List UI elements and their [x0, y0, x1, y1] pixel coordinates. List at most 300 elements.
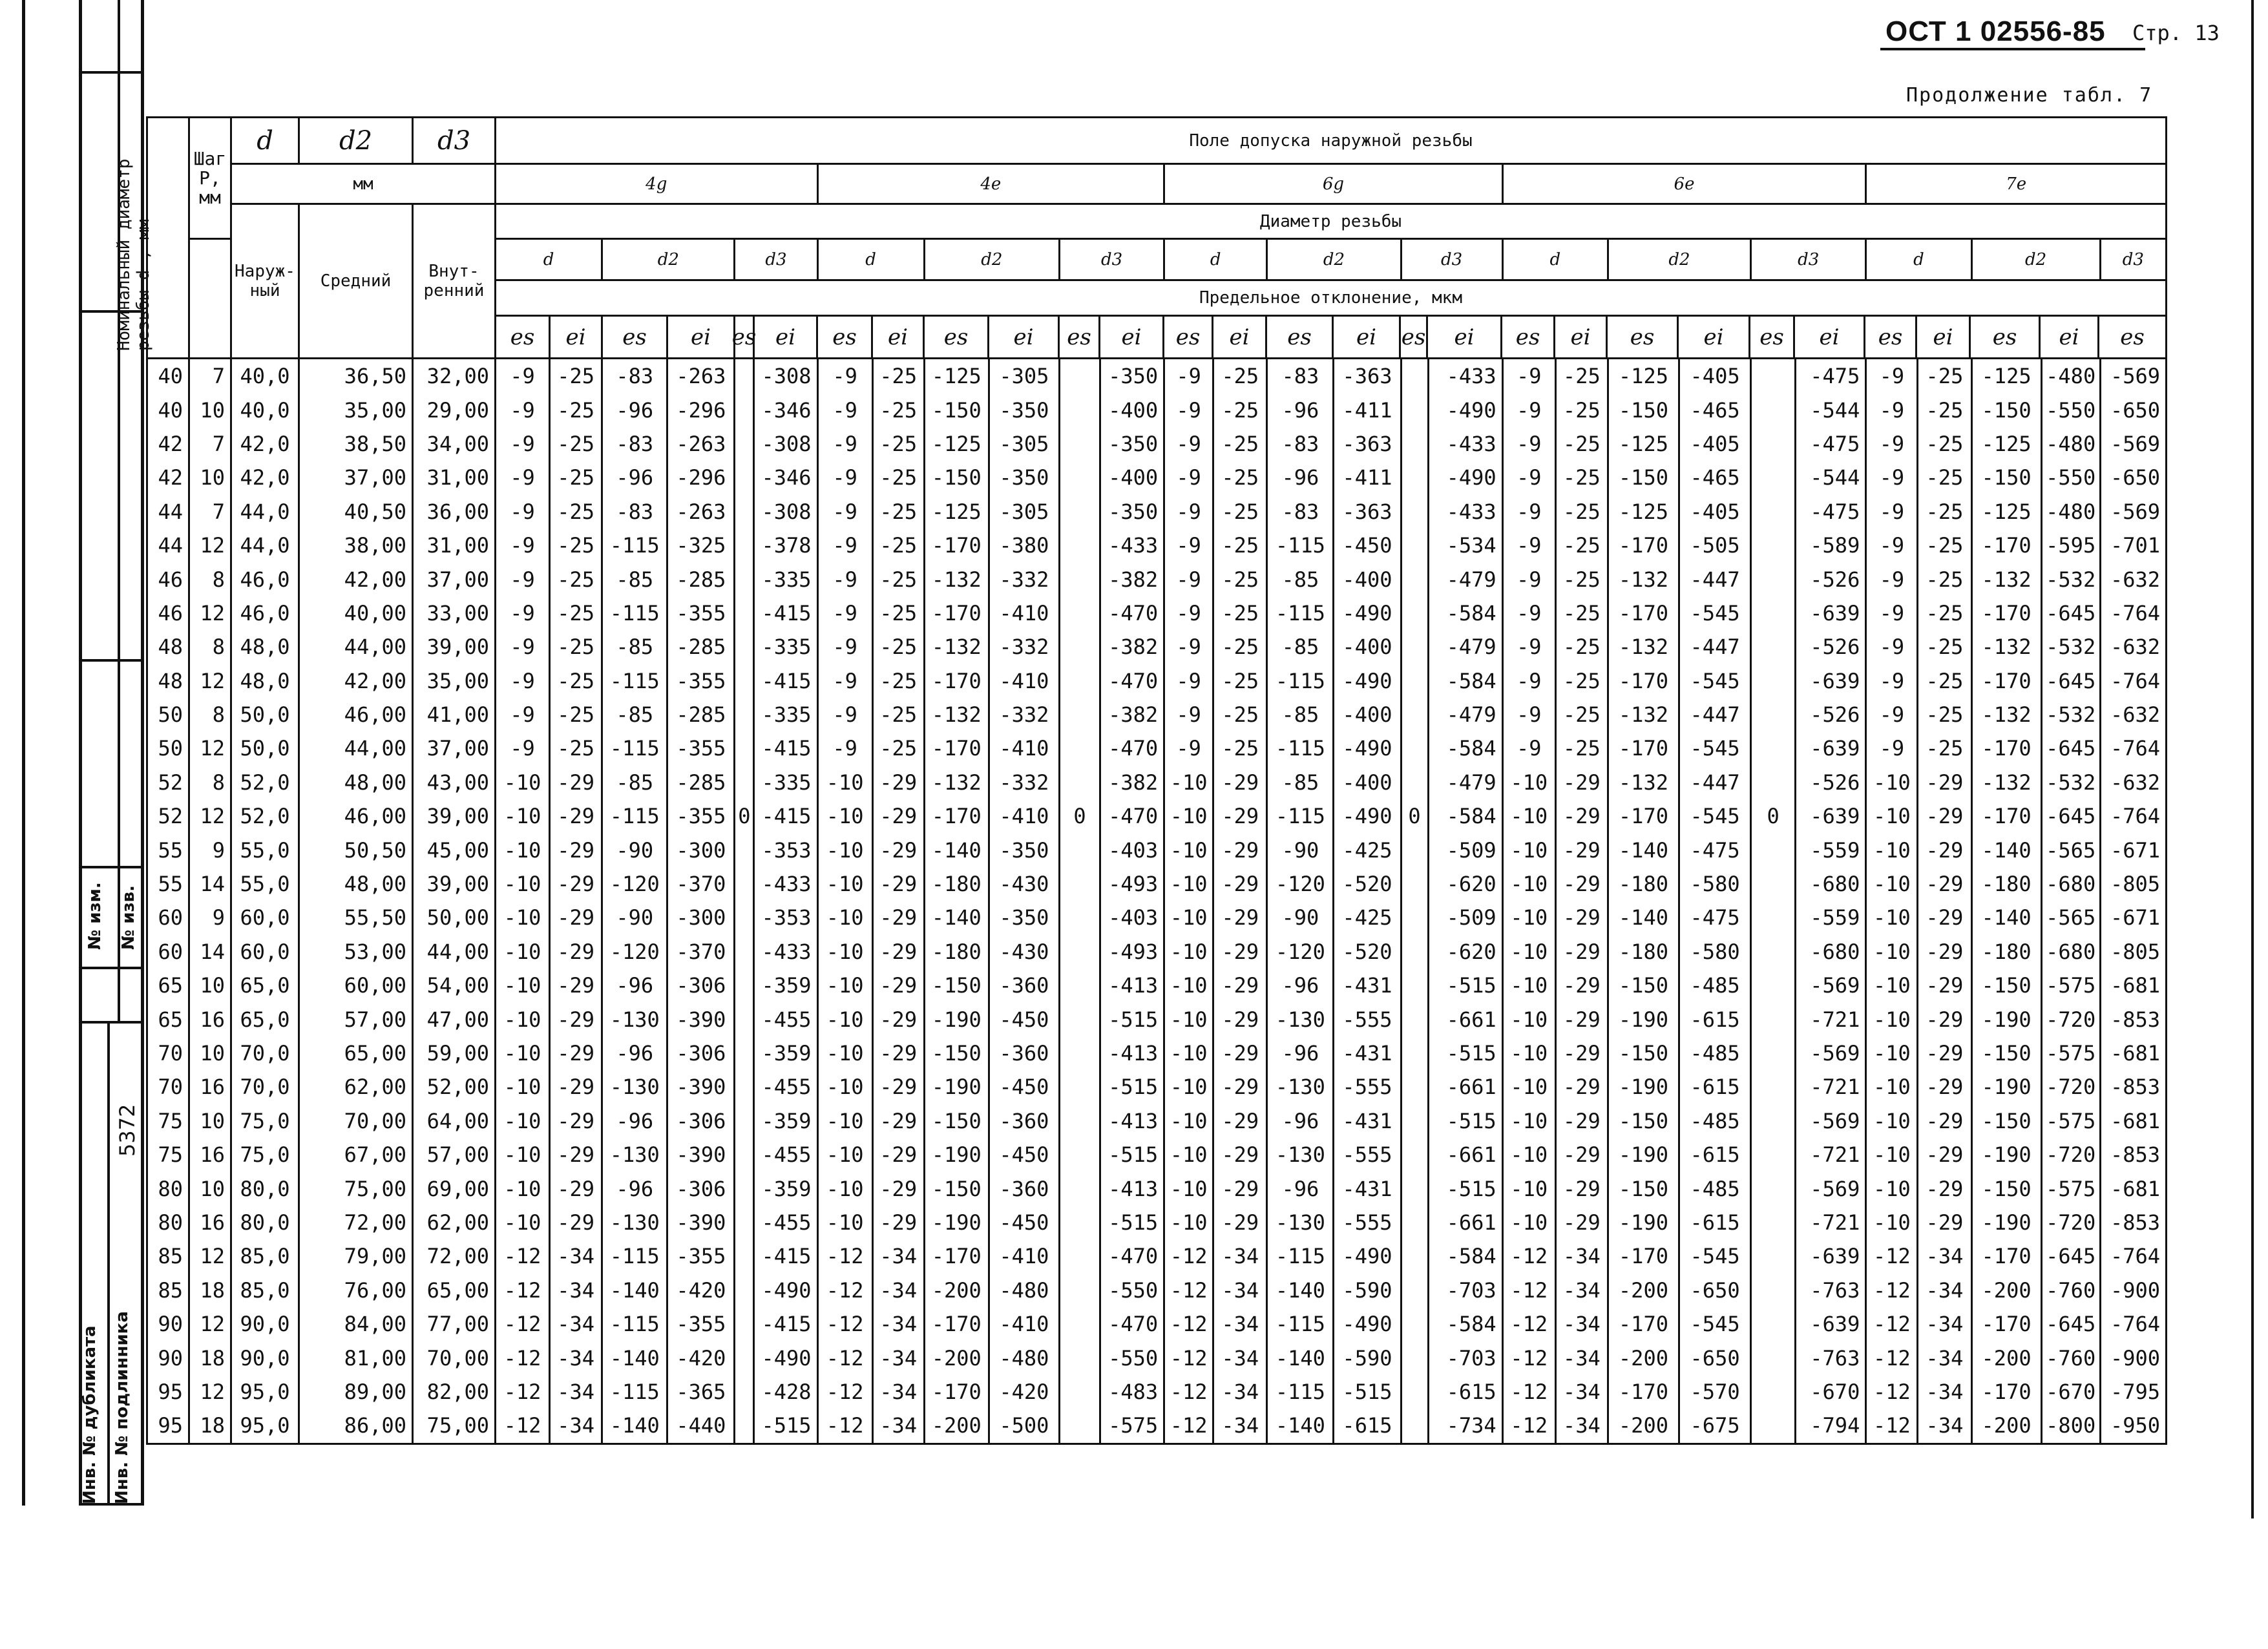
table-cell: 39,00 — [413, 799, 496, 833]
table-row — [147, 1307, 2167, 1341]
table-cell: -130 — [1267, 1002, 1334, 1036]
table-cell: -335 — [754, 766, 817, 799]
es-d3-cell — [1059, 867, 1100, 901]
table-cell: 40 — [147, 393, 189, 426]
table-cell: -9 — [1866, 393, 1918, 426]
table-cell: -34 — [1918, 1307, 1971, 1341]
ei-label: ei — [1428, 317, 1502, 357]
es-d3-cell — [1059, 935, 1100, 969]
table-cell: 70 — [147, 1070, 189, 1104]
table-cell: -29 — [1918, 1002, 1971, 1036]
table-cell: -10 — [1866, 799, 1918, 833]
table-cell: -681 — [2100, 1104, 2166, 1138]
table-cell: -308 — [754, 427, 817, 461]
table-cell: -10 — [1164, 1036, 1213, 1070]
table-cell: 40,0 — [231, 359, 299, 394]
table-cell: -296 — [667, 393, 735, 426]
table-cell: -132 — [1608, 766, 1679, 799]
table-cell: -9 — [1502, 596, 1555, 630]
table-cell: 48 — [147, 630, 189, 664]
table-cell: -355 — [667, 799, 735, 833]
table-cell: -675 — [1679, 1409, 1751, 1444]
table-row — [147, 529, 2167, 562]
es-d3-cell — [1751, 901, 1796, 934]
table-cell: -29 — [1555, 833, 1608, 867]
e4-d: d — [817, 239, 924, 280]
table-cell: -425 — [1334, 833, 1401, 867]
table-cell: -200 — [1971, 1409, 2041, 1444]
table-row — [147, 901, 2167, 934]
inventory-number: 5372 — [115, 1104, 140, 1157]
table-cell: 95,0 — [231, 1375, 299, 1409]
table-cell: -580 — [1679, 935, 1751, 969]
pitch-header-lower — [189, 239, 231, 359]
table-cell: -29 — [1555, 799, 1608, 833]
table-cell: -12 — [1866, 1341, 1918, 1374]
table-cell: -420 — [667, 1274, 735, 1307]
table-cell: 33,00 — [413, 596, 496, 630]
table-cell: -433 — [754, 935, 817, 969]
table-cell: -346 — [754, 393, 817, 426]
table-cell: -450 — [989, 1070, 1059, 1104]
es-d3-cell — [1059, 596, 1100, 630]
table-cell: -431 — [1334, 1036, 1401, 1070]
table-row — [147, 833, 2167, 867]
table-cell: -9 — [1164, 461, 1213, 494]
table-cell: -9 — [817, 461, 872, 494]
table-cell: 70,00 — [413, 1341, 496, 1374]
es-d3-cell — [1751, 1307, 1796, 1341]
table-cell: -450 — [1334, 529, 1401, 562]
table-cell: -29 — [1213, 867, 1267, 901]
table-cell: 55 — [147, 867, 189, 901]
table-cell: -29 — [1918, 1104, 1971, 1138]
table-cell: -170 — [1971, 731, 2041, 765]
table-cell: -180 — [1971, 935, 2041, 969]
table-cell: -12 — [1164, 1239, 1213, 1273]
table-cell: -150 — [924, 393, 989, 426]
table-cell: 52,0 — [231, 766, 299, 799]
table-cell: 57,00 — [299, 1002, 413, 1036]
table-cell: 70 — [147, 1036, 189, 1070]
table-cell: -10 — [496, 1206, 550, 1239]
table-cell: -430 — [989, 867, 1059, 901]
es-d3-cell — [1059, 1104, 1100, 1138]
table-cell: -34 — [872, 1409, 924, 1444]
table-cell: -12 — [496, 1307, 550, 1341]
table-cell: -190 — [1608, 1138, 1679, 1171]
table-cell: -130 — [1267, 1138, 1334, 1171]
table-cell: -9 — [1502, 698, 1555, 731]
es-d3-cell — [735, 867, 754, 901]
table-cell: -620 — [1428, 867, 1502, 901]
table-cell: -85 — [602, 766, 667, 799]
table-cell: -455 — [754, 1138, 817, 1171]
table-cell: -9 — [1866, 630, 1918, 664]
table-cell: -569 — [2100, 359, 2166, 394]
table-cell: -125 — [1971, 495, 2041, 529]
table-cell: -25 — [550, 393, 602, 426]
es-d3-cell — [1751, 935, 1796, 969]
table-cell: -584 — [1428, 731, 1502, 765]
table-cell: -170 — [1971, 596, 2041, 630]
table-cell: 12 — [189, 731, 231, 765]
es-d3-cell — [1059, 833, 1100, 867]
table-cell: -29 — [872, 833, 924, 867]
table-cell: -285 — [667, 766, 735, 799]
table-cell: 18 — [189, 1274, 231, 1307]
table-cell: 39,00 — [413, 630, 496, 664]
es-d3-cell — [1059, 731, 1100, 765]
table-cell: 60,0 — [231, 935, 299, 969]
table-cell: -639 — [1796, 596, 1866, 630]
table-cell: -132 — [1971, 562, 2041, 596]
table-cell: -190 — [924, 1002, 989, 1036]
table-cell: -355 — [667, 596, 735, 630]
table-cell: -10 — [496, 799, 550, 833]
table-cell: -639 — [1796, 799, 1866, 833]
table-cell: -350 — [989, 901, 1059, 934]
es-d3-cell — [1751, 596, 1796, 630]
table-cell: -470 — [1100, 596, 1164, 630]
table-cell: -9 — [496, 529, 550, 562]
table-cell: 55 — [147, 833, 189, 867]
table-cell: -382 — [1100, 562, 1164, 596]
es-d3-cell — [1401, 867, 1428, 901]
table-cell: -29 — [1918, 1171, 1971, 1205]
es-d3-cell — [735, 1036, 754, 1070]
inner-diameter-header: Внут- ренний — [413, 204, 496, 359]
table-cell: -305 — [989, 359, 1059, 394]
table-cell: -639 — [1796, 664, 1866, 698]
table-cell: -115 — [602, 664, 667, 698]
table-cell: -170 — [1608, 1239, 1679, 1273]
table-cell: 52,0 — [231, 799, 299, 833]
ei-label: ei — [1679, 317, 1750, 357]
table-cell: 42,00 — [299, 664, 413, 698]
table-cell: -350 — [1100, 427, 1164, 461]
table-cell: -680 — [2041, 867, 2100, 901]
table-cell: -363 — [1334, 427, 1401, 461]
table-cell: 75,0 — [231, 1104, 299, 1138]
table-cell: -639 — [1796, 1307, 1866, 1341]
table-cell: 65 — [147, 969, 189, 1002]
es-d3-cell — [1751, 664, 1796, 698]
table-cell: 48,00 — [299, 766, 413, 799]
table-cell: -721 — [1796, 1070, 1866, 1104]
table-cell: -590 — [1334, 1341, 1401, 1374]
table-cell: -545 — [1679, 799, 1751, 833]
table-cell: -170 — [1608, 799, 1679, 833]
es-d3-cell — [735, 731, 754, 765]
es-d3-cell — [1401, 1239, 1428, 1273]
table-cell: 48,0 — [231, 630, 299, 664]
table-cell: -9 — [1502, 664, 1555, 698]
table-cell: -480 — [2041, 427, 2100, 461]
table-cell: -325 — [667, 529, 735, 562]
es-label: es — [735, 317, 755, 357]
table-cell: 80 — [147, 1206, 189, 1239]
table-cell: -764 — [2100, 731, 2166, 765]
table-cell: -25 — [550, 664, 602, 698]
es-d3-cell — [1059, 630, 1100, 664]
table-cell: 48,00 — [299, 867, 413, 901]
table-row — [147, 731, 2167, 765]
table-cell: -170 — [1608, 731, 1679, 765]
table-cell: -431 — [1334, 1104, 1401, 1138]
table-cell: -170 — [1971, 799, 2041, 833]
table-cell: -25 — [1918, 529, 1971, 562]
table-cell: -721 — [1796, 1206, 1866, 1239]
table-cell: -115 — [1267, 731, 1334, 765]
table-cell: -96 — [602, 1171, 667, 1205]
es-d3-cell — [1059, 461, 1100, 494]
table-cell: -650 — [1679, 1274, 1751, 1307]
table-cell: -12 — [1866, 1307, 1918, 1341]
es-label: es — [1502, 317, 1555, 357]
table-cell: -526 — [1796, 562, 1866, 596]
table-cell: -620 — [1428, 935, 1502, 969]
table-cell: -479 — [1428, 698, 1502, 731]
table-cell: -703 — [1428, 1274, 1502, 1307]
table-cell: -9 — [1164, 495, 1213, 529]
table-cell: 72,00 — [413, 1239, 496, 1273]
table-cell: -10 — [1164, 1206, 1213, 1239]
table-cell: -479 — [1428, 562, 1502, 596]
es-d3-cell — [1751, 393, 1796, 426]
es-label: es — [1060, 317, 1100, 357]
es-d3-cell — [1751, 1171, 1796, 1205]
table-cell: -29 — [1555, 1070, 1608, 1104]
table-cell: -720 — [2041, 1206, 2100, 1239]
table-cell: -29 — [872, 799, 924, 833]
table-cell: -200 — [924, 1274, 989, 1307]
table-cell: 16 — [189, 1070, 231, 1104]
table-cell: -515 — [1100, 1206, 1164, 1239]
table-cell: -526 — [1796, 766, 1866, 799]
g4-d3: d3 — [735, 239, 817, 280]
table-cell: -34 — [550, 1274, 602, 1307]
table-cell: -10 — [496, 901, 550, 934]
table-cell: -470 — [1100, 1239, 1164, 1273]
table-cell: 75 — [147, 1138, 189, 1171]
table-cell: -410 — [989, 664, 1059, 698]
table-cell: -505 — [1679, 529, 1751, 562]
table-cell: -25 — [1918, 461, 1971, 494]
table-cell: -420 — [667, 1341, 735, 1374]
table-cell: -25 — [1213, 630, 1267, 664]
ei-label: ei — [668, 317, 735, 357]
table-cell: -9 — [496, 495, 550, 529]
table-cell: -285 — [667, 562, 735, 596]
table-cell: -130 — [1267, 1070, 1334, 1104]
table-cell: -764 — [2100, 596, 2166, 630]
table-cell: -720 — [2041, 1070, 2100, 1104]
es-d3-cell — [1401, 833, 1428, 867]
d2-header: d2 — [299, 118, 413, 164]
es-d3-cell — [1401, 1375, 1428, 1409]
table-cell: -140 — [1608, 833, 1679, 867]
table-cell: -190 — [1971, 1002, 2041, 1036]
table-cell: -25 — [550, 461, 602, 494]
table-cell: -10 — [1164, 833, 1213, 867]
table-cell: -9 — [817, 427, 872, 461]
table-cell: 70,0 — [231, 1070, 299, 1104]
table-row — [147, 495, 2167, 529]
table-cell: -25 — [1555, 393, 1608, 426]
table-cell: -569 — [1796, 969, 1866, 1002]
table-cell: -29 — [550, 766, 602, 799]
table-cell: -359 — [754, 1104, 817, 1138]
table-cell: -96 — [1267, 969, 1334, 1002]
table-cell: 90,0 — [231, 1307, 299, 1341]
table-cell: -532 — [2041, 562, 2100, 596]
ei-label: ei — [1917, 317, 1971, 357]
table-cell: -25 — [550, 630, 602, 664]
es-d3-cell — [1751, 867, 1796, 901]
table-cell: 42,0 — [231, 427, 299, 461]
es-d3-cell — [1751, 495, 1796, 529]
table-cell: -353 — [754, 833, 817, 867]
ei-label: ei — [1795, 317, 1865, 357]
table-cell: -25 — [1918, 562, 1971, 596]
table-row — [147, 935, 2167, 969]
table-cell: -150 — [1608, 1104, 1679, 1138]
table-cell: -34 — [1555, 1307, 1608, 1341]
table-cell: -9 — [496, 461, 550, 494]
table-cell: -12 — [1866, 1274, 1918, 1307]
table-cell: -120 — [1267, 867, 1334, 901]
table-cell: -500 — [989, 1409, 1059, 1444]
table-cell: -12 — [1866, 1409, 1918, 1444]
table-cell: -25 — [1555, 495, 1608, 529]
table-cell: -130 — [602, 1002, 667, 1036]
table-cell: -555 — [1334, 1206, 1401, 1239]
table-cell: 60 — [147, 935, 189, 969]
table-cell: -413 — [1100, 1104, 1164, 1138]
table-cell: 10 — [189, 1171, 231, 1205]
table-cell: -382 — [1100, 698, 1164, 731]
table-cell: -9 — [1164, 731, 1213, 765]
table-cell: -29 — [550, 833, 602, 867]
table-cell: -661 — [1428, 1206, 1502, 1239]
table-cell: -490 — [1334, 1307, 1401, 1341]
table-cell: -34 — [550, 1307, 602, 1341]
table-cell: 12 — [189, 1375, 231, 1409]
table-cell: -180 — [924, 935, 989, 969]
table-cell: -170 — [924, 1307, 989, 1341]
table-cell: 42 — [147, 461, 189, 494]
table-cell: 43,00 — [413, 766, 496, 799]
table-cell: -25 — [1555, 731, 1608, 765]
table-cell: -9 — [1502, 529, 1555, 562]
table-cell: -25 — [550, 427, 602, 461]
table-cell: -370 — [667, 867, 735, 901]
table-cell: -29 — [872, 1104, 924, 1138]
es-d3-cell — [1059, 1274, 1100, 1307]
table-cell: -190 — [1971, 1070, 2041, 1104]
table-cell: -83 — [602, 427, 667, 461]
middle-diameter-header: Средний — [299, 204, 413, 359]
table-cell: 10 — [189, 1036, 231, 1070]
es-d3-cell — [1059, 562, 1100, 596]
table-cell: -130 — [1267, 1206, 1334, 1239]
table-cell: -480 — [2041, 359, 2100, 394]
table-cell: -85 — [1267, 562, 1334, 596]
table-cell: -115 — [602, 799, 667, 833]
table-cell: -378 — [754, 529, 817, 562]
table-cell: -433 — [1428, 359, 1502, 394]
es-d3-cell — [1751, 698, 1796, 731]
table-cell: -115 — [1267, 596, 1334, 630]
table-cell: 60 — [147, 901, 189, 934]
es-d3-cell: 0 — [1059, 799, 1100, 833]
table-cell: -415 — [754, 1239, 817, 1273]
table-cell: -132 — [924, 766, 989, 799]
table-cell: -9 — [817, 495, 872, 529]
table-cell: 95,0 — [231, 1409, 299, 1444]
table-cell: -760 — [2041, 1341, 2100, 1374]
table-cell: -140 — [1267, 1274, 1334, 1307]
es-d3-cell — [1751, 731, 1796, 765]
es-d3-cell — [1751, 461, 1796, 494]
table-cell: -639 — [1796, 731, 1866, 765]
table-cell: -29 — [1918, 1138, 1971, 1171]
table-cell: -795 — [2100, 1375, 2166, 1409]
ei-label: ei — [1100, 317, 1164, 357]
right-margin-line — [2251, 0, 2254, 1518]
table-cell: -10 — [817, 1138, 872, 1171]
table-cell: -150 — [1971, 969, 2041, 1002]
es-d3-cell — [1401, 1036, 1428, 1070]
document-code-underline — [1880, 48, 2145, 50]
table-cell: -10 — [1866, 935, 1918, 969]
table-cell: -306 — [667, 969, 735, 1002]
table-cell: -140 — [602, 1409, 667, 1444]
table-cell: -555 — [1334, 1138, 1401, 1171]
table-cell: 77,00 — [413, 1307, 496, 1341]
es-d3-cell — [1059, 1239, 1100, 1273]
table-cell: -34 — [550, 1409, 602, 1444]
table-row — [147, 562, 2167, 596]
table-cell: -29 — [1555, 1171, 1608, 1205]
table-cell: -170 — [1608, 1307, 1679, 1341]
table-cell: -661 — [1428, 1138, 1502, 1171]
table-cell: -34 — [1555, 1409, 1608, 1444]
table-cell: 70,0 — [231, 1036, 299, 1070]
table-cell: -515 — [1100, 1070, 1164, 1104]
table-cell: -575 — [1100, 1409, 1164, 1444]
table-cell: 86,00 — [299, 1409, 413, 1444]
table-cell: -9 — [1866, 359, 1918, 394]
table-cell: -29 — [872, 1070, 924, 1104]
e6-d2: d2 — [1608, 239, 1750, 280]
table-cell: -721 — [1796, 1002, 1866, 1036]
table-cell: -400 — [1100, 461, 1164, 494]
table-cell: -431 — [1334, 969, 1401, 1002]
e4-d3: d3 — [1059, 239, 1164, 280]
table-row — [147, 1002, 2167, 1036]
table-cell: -25 — [550, 359, 602, 394]
table-cell: -34 — [550, 1375, 602, 1409]
ei-label: ei — [1213, 317, 1267, 357]
table-cell: -308 — [754, 495, 817, 529]
table-cell: 42,0 — [231, 461, 299, 494]
table-cell: -335 — [754, 698, 817, 731]
table-cell: -465 — [1679, 461, 1751, 494]
table-cell: -10 — [1502, 969, 1555, 1002]
table-cell: -25 — [1555, 359, 1608, 394]
